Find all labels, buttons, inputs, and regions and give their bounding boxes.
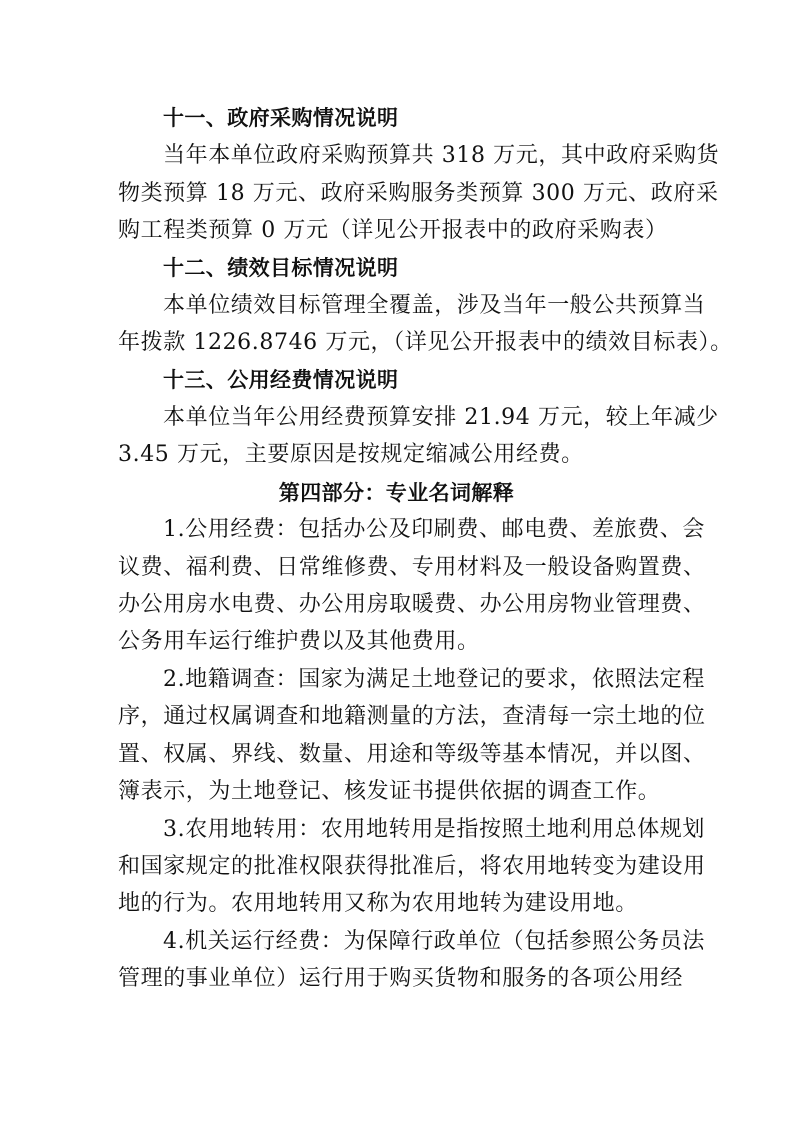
section-11-heading: 十一、政府采购情况说明 [163, 106, 399, 130]
term-4-line-2: 管理的事业单位）运行用于购买货物和服务的各项公用经 [118, 966, 684, 991]
term-1-line-3: 办公用房水电费、办公用房取暖费、办公用房物业管理费、 [118, 592, 706, 617]
part-4-title: 第四部分：专业名词解释 [278, 481, 515, 505]
term-3-line-2: 和国家规定的批准权限获得批准后，将农用地转变为建设用 [118, 854, 706, 879]
term-4-line-1: 4.机关运行经费：为保障行政单位（包括参照公务员法 [163, 929, 705, 954]
section-12-line-1: 本单位绩效目标管理全覆盖，涉及当年一般公共预算当 [163, 293, 706, 318]
section-11-line-1: 当年本单位政府采购预算共 318 万元，其中政府采购货 [163, 143, 720, 168]
term-2-line-4: 簿表示，为土地登记、核发证书提供依据的调查工作。 [118, 779, 661, 804]
section-12-heading: 十二、绩效目标情况说明 [163, 256, 399, 280]
term-2-line-1: 2.地籍调查：国家为满足土地登记的要求，依照法定程 [163, 667, 705, 692]
section-13-heading: 十三、公用经费情况说明 [163, 368, 399, 392]
term-2-line-2: 序，通过权属调查和地籍测量的方法，查清每一宗土地的位 [118, 704, 706, 729]
term-1-line-4: 公务用车运行维护费以及其他费用。 [118, 629, 480, 654]
term-1-line-2: 议费、福利费、日常维修费、专用材料及一般设备购置费、 [118, 555, 706, 580]
section-13-line-2: 3.45 万元，主要原因是按规定缩减公用经费。 [118, 442, 584, 467]
term-3-line-3: 地的行为。农用地转用又称为农用地转为建设用地。 [118, 891, 638, 916]
term-1-line-1: 1.公用经费：包括办公及印刷费、邮电费、差旅费、会 [163, 517, 705, 542]
section-11-line-2: 物类预算 18 万元、政府采购服务类预算 300 万元、政府采 [118, 181, 719, 206]
section-12-line-2: 年拨款 1226.8746 万元，（详见公开报表中的绩效目标表）。 [118, 330, 733, 355]
term-2-line-3: 置、权属、界线、数量、用途和等级等基本情况，并以图、 [118, 742, 706, 767]
term-3-line-1: 3.农用地转用：农用地转用是指按照土地利用总体规划 [163, 817, 705, 842]
section-11-line-3: 购工程类预算 0 万元（详见公开报表中的政府采购表） [118, 218, 668, 243]
section-13-line-1: 本单位当年公用经费预算安排 21.94 万元，较上年减少 [163, 405, 719, 430]
